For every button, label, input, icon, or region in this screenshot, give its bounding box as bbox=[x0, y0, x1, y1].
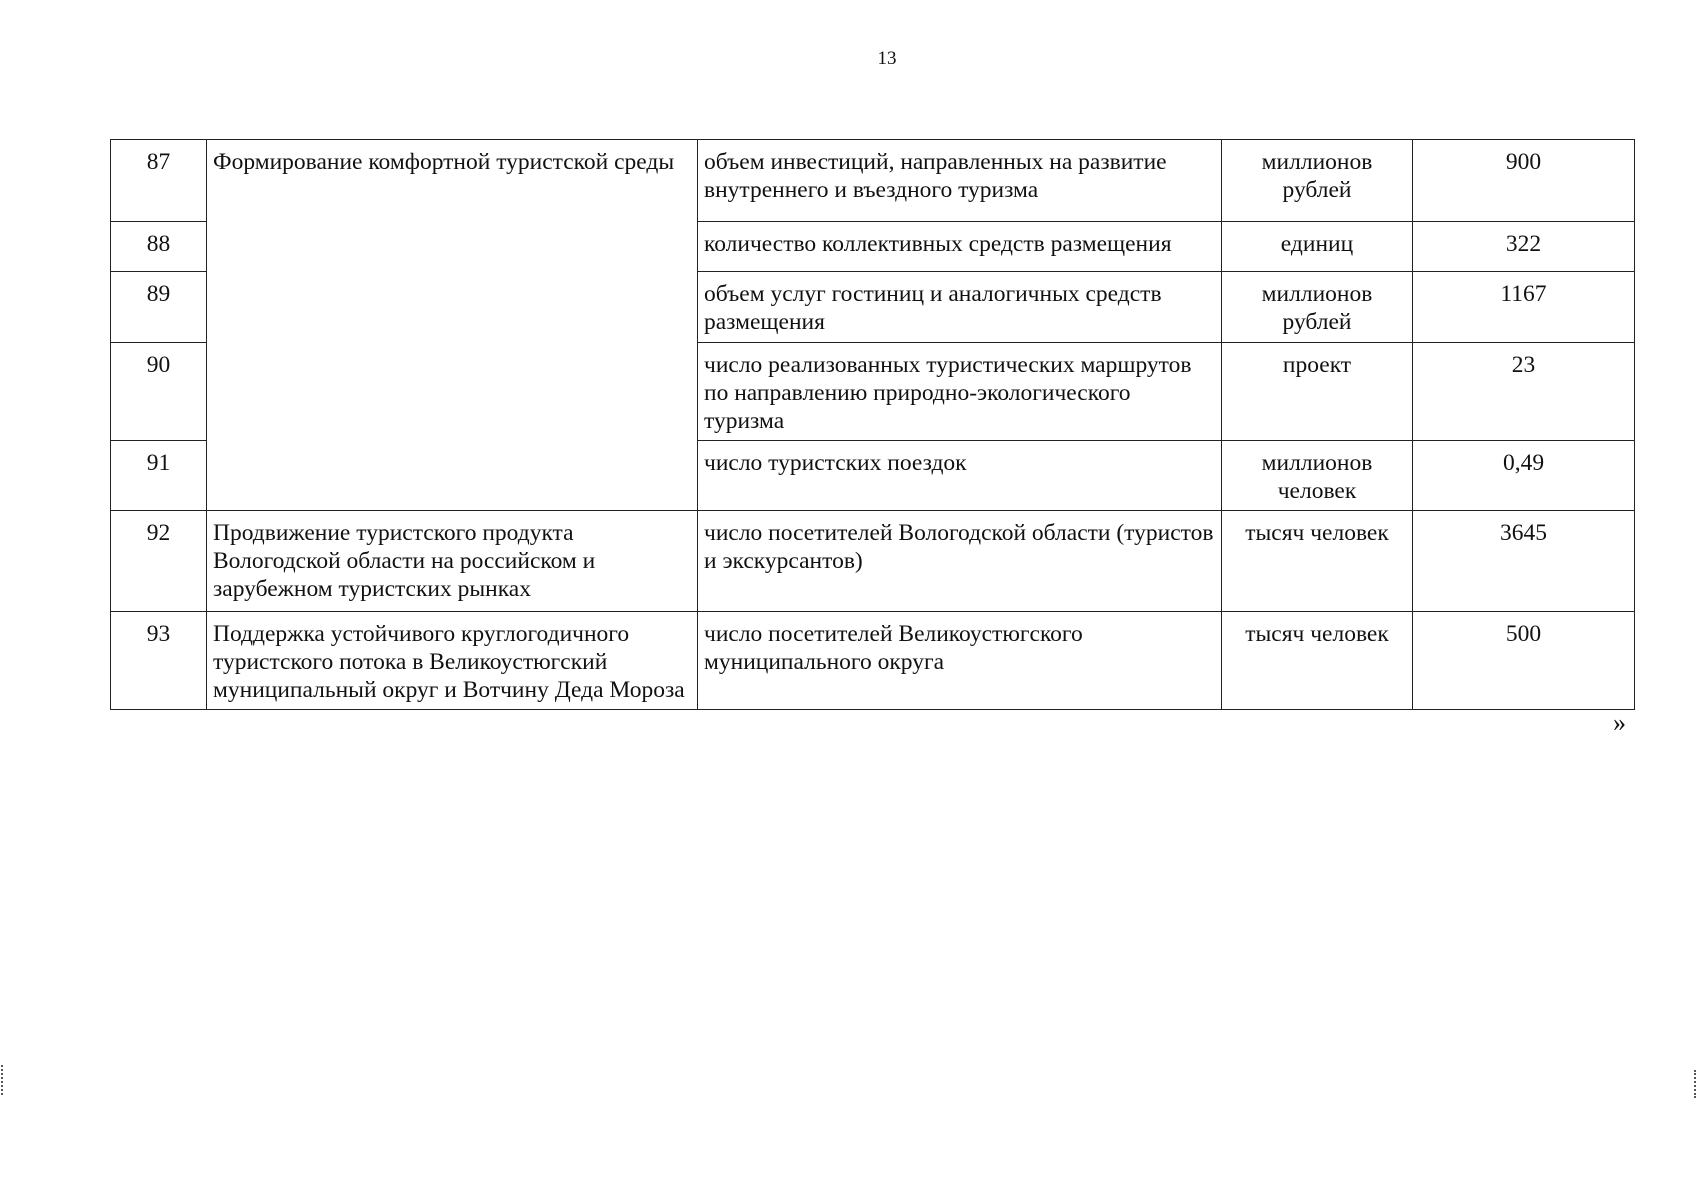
value-cell: 23 bbox=[1413, 343, 1635, 441]
unit-cell: тысяч человек bbox=[1222, 511, 1413, 612]
indicator-cell: число посетителей Великоустюгского муниципального округа bbox=[698, 612, 1222, 710]
table-row bbox=[111, 140, 1635, 222]
section-cell: Продвижение туристского продукта Вологодской области на российском и зарубежном туристских рынках bbox=[207, 511, 698, 612]
row-number: 88 bbox=[111, 222, 207, 272]
value-cell: 900 bbox=[1413, 140, 1635, 222]
value-cell: 322 bbox=[1413, 222, 1635, 272]
value-cell: 0,49 bbox=[1413, 441, 1635, 511]
row-number: 90 bbox=[111, 343, 207, 441]
unit-cell: миллионов рублей bbox=[1222, 272, 1413, 343]
row-number: 92 bbox=[111, 511, 207, 612]
unit-cell: миллионов рублей bbox=[1222, 140, 1413, 222]
table-row bbox=[111, 612, 1635, 710]
value-cell: 3645 bbox=[1413, 511, 1635, 612]
indicator-cell: число туристских поездок bbox=[698, 441, 1222, 511]
indicator-cell: объем услуг гостиниц и аналогичных средств размещения bbox=[698, 272, 1222, 343]
left-margin-mark bbox=[1, 1065, 5, 1095]
row-number: 91 bbox=[111, 441, 207, 511]
indicators-table bbox=[110, 139, 1635, 710]
row-number: 87 bbox=[111, 140, 207, 222]
value-cell: 1167 bbox=[1413, 272, 1635, 343]
table-row bbox=[111, 511, 1635, 612]
unit-cell: миллионов человек bbox=[1222, 441, 1413, 511]
unit-cell: тысяч человек bbox=[1222, 612, 1413, 710]
section-cell: Формирование комфортной туристской среды bbox=[207, 140, 698, 511]
indicator-cell: количество коллективных средств размещения bbox=[698, 222, 1222, 272]
indicator-cell: число посетителей Вологодской области (туристов и экскурсантов) bbox=[698, 511, 1222, 612]
value-cell: 500 bbox=[1413, 612, 1635, 710]
page-number: 13 bbox=[877, 48, 897, 69]
row-number: 93 bbox=[111, 612, 207, 710]
unit-cell: единиц bbox=[1222, 222, 1413, 272]
indicator-cell: число реализованных туристических маршрутов по направлению природно-экологического туризма bbox=[698, 343, 1222, 441]
closing-quote: » bbox=[1613, 708, 1626, 737]
section-cell: Поддержка устойчивого круглогодичного туристского потока в Великоустюгский муниципальный округ и Вотчину Деда Мороза bbox=[207, 612, 698, 710]
unit-cell: проект bbox=[1222, 343, 1413, 441]
row-number: 89 bbox=[111, 272, 207, 343]
indicator-cell: объем инвестиций, направленных на развитие внутреннего и въездного туризма bbox=[698, 140, 1222, 222]
